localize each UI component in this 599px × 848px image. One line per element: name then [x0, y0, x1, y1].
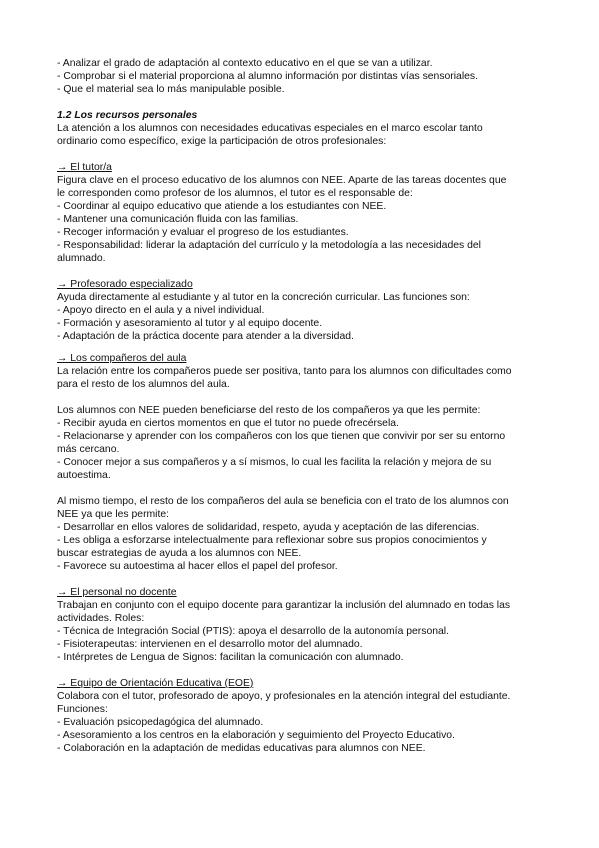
list-item: - Apoyo directo en el aula y a nivel individual.	[57, 305, 265, 316]
subsection-title: → El tutor/a	[57, 162, 112, 173]
list-item: - Conocer mejor a sus compañeros y a sí mismos, lo cual les facilita la relación y mejora de su	[57, 457, 492, 468]
list-item: - Les obliga a esforzarse intelectualmente para reflexionar sobre sus propios conocimientos y	[57, 535, 487, 546]
subsection-tutor	[57, 161, 543, 265]
list-item: - Relacionarse y aprender con los compañeros con los que tienen que convivir por ser su entorno	[57, 431, 506, 442]
list-item: - Fisioterapeutas: intervienen en el desarrollo motor del alumnado.	[57, 639, 363, 650]
list-item: - Favorece su autoestima al hacer ellos el papel del profesor.	[57, 561, 338, 572]
list-item: - Asesoramiento a los centros en la elaboración y seguimiento del Proyecto Educativo.	[57, 730, 455, 741]
list-item: - Analizar el grado de adaptación al contexto educativo en el que se van a utilizar.	[57, 58, 433, 69]
paragraph-line: más cercano.	[57, 444, 120, 455]
subsection-eoe	[57, 677, 543, 755]
subsection-personal-no-docente	[57, 586, 543, 664]
paragraph-line: Al mismo tiempo, el resto de los compañeros del aula se beneficia con el trato de los alumnos con	[57, 496, 509, 507]
paragraph-line: NEE ya que les permite:	[57, 509, 170, 520]
list-item: - Mantener una comunicación fluida con las familias.	[57, 214, 299, 225]
paragraph-line: Figura clave en el proceso educativo de los alumnos con NEE. Aparte de las tareas docentes que	[57, 175, 507, 186]
subsection-title: → El personal no docente	[57, 587, 177, 598]
list-item: - Comprobar si el material proporciona al alumno información por distintas vías sensoriales.	[57, 71, 479, 82]
paragraph-line: Los alumnos con NEE pueden beneficiarse del resto de los compañeros ya que les permite:	[57, 405, 481, 416]
subsection-companeros	[57, 352, 543, 573]
list-item: - Colaboración en la adaptación de medidas educativas para alumnos con NEE.	[57, 743, 426, 754]
list-item: - Evaluación psicopedagógica del alumnado.	[57, 717, 264, 728]
paragraph-line: Funciones:	[57, 704, 108, 715]
intro-list	[57, 57, 543, 96]
paragraph-line: ordinario como específico, exige la participación de otros profesionales:	[57, 136, 387, 147]
paragraph-line: alumnado.	[57, 253, 106, 264]
list-item: - Adaptación de la práctica docente para atender a la diversidad.	[57, 331, 354, 342]
section-heading: 1.2 Los recursos personales	[57, 110, 198, 121]
list-item: - Coordinar al equipo educativo que atiende a los estudiantes con NEE.	[57, 201, 387, 212]
list-item: - Formación y asesoramiento al tutor y al equipo docente.	[57, 318, 323, 329]
list-item: - Recoger información y evaluar el progreso de los estudiantes.	[57, 227, 349, 238]
paragraph-line: La relación entre los compañeros puede ser positiva, tanto para los alumnos con dificultades como	[57, 366, 512, 377]
section-recursos-personales	[57, 109, 543, 148]
paragraph-line: Ayuda directamente al estudiante y al tutor en la concreción curricular. Las funciones son:	[57, 292, 470, 303]
list-item: - Desarrollar en ellos valores de solidaridad, respeto, ayuda y aceptación de las diferencias.	[57, 522, 480, 533]
paragraph-line: Trabajan en conjunto con el equipo docente para garantizar la inclusión del alumnado en todas las	[57, 600, 511, 611]
paragraph-line: autoestima.	[57, 470, 111, 481]
list-item: - Intérpretes de Lengua de Signos: facilitan la comunicación con alumnado.	[57, 652, 404, 663]
subsection-title: → Equipo de Orientación Educativa (EOE)	[57, 678, 254, 689]
paragraph-line: le corresponden como profesor de los alumnos, el tutor es el responsable de:	[57, 188, 413, 199]
list-item: - Que el material sea lo más manipulable posible.	[57, 84, 285, 95]
paragraph-line: La atención a los alumnos con necesidades educativas especiales en el marco escolar tanto	[57, 123, 483, 134]
list-item: - Recibir ayuda en ciertos momentos en que el tutor no puede ofrecérsela.	[57, 418, 399, 429]
paragraph-line: actividades. Roles:	[57, 613, 145, 624]
subsection-title: → Profesorado especializado	[57, 279, 193, 290]
subsection-title: → Los compañeros del aula	[57, 353, 187, 364]
list-item: - Técnica de Integración Social (PTIS): apoya el desarrollo de la autonomía personal.	[57, 626, 449, 637]
paragraph-line: para el resto de los alumnos del aula.	[57, 379, 230, 390]
list-item: - Responsabilidad: liderar la adaptación del currículo y la metodología a las necesidades del	[57, 240, 481, 251]
paragraph-line: Colabora con el tutor, profesorado de apoyo, y profesionales en la atención integral del estudiante.	[57, 691, 511, 702]
subsection-profesorado-especializado	[57, 278, 543, 343]
paragraph-line: buscar estrategias de ayuda a los alumnos con NEE.	[57, 548, 302, 559]
